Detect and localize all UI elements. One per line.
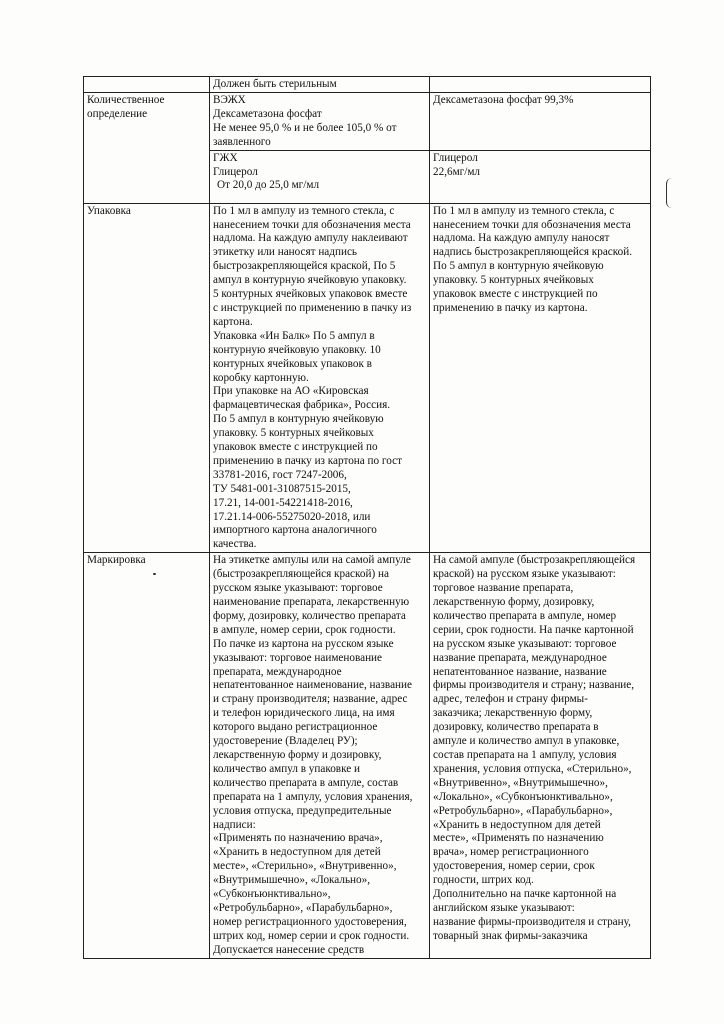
label-cell [84, 77, 210, 93]
spec-cell [210, 77, 430, 93]
hplc-spec-line: Не менее 95,0 % и не более 105,0 % от [213, 121, 397, 134]
packaging-result-line: По 5 ампул в контурную ячейковую [433, 260, 604, 273]
gc-spec-line: Глицерол [213, 165, 258, 178]
packaging-spec-line: этикетку или наносят надпись [213, 246, 358, 259]
marking-result-line: месте», «Применять по назначению [433, 832, 604, 845]
marking-spec-line: «Ретробульбарно», «Парабульбарно», [213, 901, 393, 914]
packaging-spec-line: упаковок вместе с инструкцией по [213, 441, 378, 454]
marking-result-line: название фирмы-производителя и страну, [433, 915, 631, 928]
margin-pen-mark [666, 178, 673, 208]
marking-spec-line: «Хранить в недоступном для детей [213, 846, 381, 859]
packaging-spec-line: контурных ячейковых упаковок в [213, 357, 372, 370]
packaging-result-line: упаковку. 5 контурных ячейковых [433, 274, 594, 287]
marking-spec-line: Допускается нанесение средств [213, 943, 365, 956]
packaging-result-cell [430, 203, 651, 553]
specification-table [83, 76, 651, 959]
marking-result-line: лекарственную форму, дозировку, [433, 596, 595, 608]
packaging-spec-line: с инструкцией по применению в пачку из [213, 301, 412, 314]
marking-result-line: дозировку, количество препарата в [433, 721, 599, 734]
marking-spec-line: в ампуле, номер серии, срок годности. [213, 623, 396, 636]
gc-result-line: Глицерол [433, 151, 478, 164]
table-row-packaging [84, 203, 651, 553]
packaging-result-line: По 1 мл в ампулу из темного стекла, с [433, 204, 615, 217]
gc-spec-line: От 20,0 до 25,0 мг/мл [217, 179, 320, 192]
gc-result-cell [430, 150, 651, 203]
marking-result-line: годности, штрих код. [433, 874, 534, 887]
packaging-spec-line: картона. [213, 315, 253, 328]
marking-result-line: удостоверения, номер серии, срок [433, 860, 595, 873]
packaging-spec-line: коробку картонную. [213, 371, 309, 384]
marking-result-line: английском языке указывают: [433, 901, 575, 914]
sterility-text: Должен быть стерильным [213, 78, 337, 90]
marking-label: Маркировка [87, 554, 146, 567]
marking-result-line: заказчика; лекарственную форму, [433, 707, 593, 720]
marking-spec-line: удостоверение (Владелец РУ); [213, 735, 358, 748]
packaging-spec-line: применению в пачку из картона по гост [213, 454, 402, 467]
packaging-result-line: надлома. На каждую ампулу наносят [433, 232, 610, 245]
marking-result-line: краской) на русском языке указывают: [433, 568, 616, 581]
packaging-spec-line: импортного картона аналогичного [213, 524, 377, 537]
hplc-method: ВЭЖХ [213, 94, 246, 106]
hplc-spec-cell [210, 93, 430, 151]
packaging-spec-text [213, 205, 426, 553]
hplc-spec-line: заявленного [213, 135, 271, 148]
marking-spec-line: препарата на 1 ампулу, условия хранения, [213, 790, 413, 803]
packaging-spec-line: контурную ячейковую упаковку. 10 [213, 343, 381, 356]
packaging-spec-line: упаковку. 5 контурных ячейковых [213, 427, 374, 440]
marking-spec-line: и телефон юридического лица, на имя [213, 707, 395, 720]
result-cell [430, 77, 651, 93]
marking-spec-line: указывают: торговое наименование [213, 651, 383, 664]
packaging-spec-line: По 5 ампул в контурную ячейковую [213, 413, 384, 426]
packaging-spec-line: быстрозакрепляющейся краской, По 5 [213, 260, 396, 273]
marking-result-line: «Хранить в недоступном для детей [433, 818, 601, 831]
gc-method: ГЖХ [213, 151, 238, 164]
marking-result-line: хранения, условия отпуска, «Стерильно», [433, 762, 632, 775]
hplc-result-cell [430, 93, 651, 151]
marking-result-line: название препарата, международное [433, 651, 607, 664]
marking-spec-line: «Внутримышечно», «Локально», [213, 874, 371, 887]
marking-result-line: «Ретробульбарно», «Парабульбарно», [433, 804, 613, 817]
marking-spec-line: штрих код, номер серии и срок годности. [213, 929, 410, 942]
marking-result-line: количество препарата в ампуле, номер [433, 609, 617, 622]
marking-result-line: ампуле и количество ампул в упаковке, [433, 735, 620, 748]
marking-spec-line: наименование препарата, лекарственную [213, 596, 410, 608]
packaging-result-line: упаковок вместе с инструкцией по [433, 288, 598, 301]
packaging-spec-cell [210, 203, 430, 553]
packaging-spec-line: нанесением точки для обозначения места [213, 218, 411, 231]
packaging-result-text [433, 205, 647, 316]
marking-result-line: «Внутривенно», «Внутримышечно», [433, 776, 608, 789]
marking-result-line: Дополнительно на пачке картонной на [433, 888, 617, 901]
packaging-result-line: нанесением точки для обозначения места [433, 218, 631, 231]
marking-spec-line: лекарственную форму и дозировку, [213, 748, 382, 761]
marking-result-line: На самой ампуле (быстрозакрепляющейся [433, 554, 636, 567]
packaging-spec-line: фармацевтическая фабрика», Россия. [213, 399, 391, 412]
gc-result-line: 22,6мг/мл [433, 165, 481, 178]
marking-spec-line: форму, дозировку, количество препарата [213, 609, 406, 622]
assay-label-cell [84, 93, 210, 204]
marking-result-line: врача», номер регистрационного [433, 846, 589, 859]
packaging-spec-line: 17.21, 14-001-54221418-2016, [213, 496, 353, 509]
packaging-label-cell [84, 203, 210, 553]
packaging-spec-line: надлома. На каждую ампулу наклеивают [213, 232, 408, 245]
marking-spec-line: количество ампул в упаковке и [213, 762, 360, 775]
marking-result-line: серии, срок годности. На пачке картонной [433, 623, 634, 636]
packaging-result-line: надпись быстрозакрепляющейся краской. [433, 246, 633, 259]
packaging-spec-line: 5 контурных ячейковых упаковок вместе [213, 288, 408, 301]
marking-result-line: «Локально», «Субконъюнктивально», [433, 790, 613, 803]
table-row-marking [84, 553, 651, 958]
assay-label-line: Количественное [87, 94, 165, 106]
marking-spec-line: условия отпуска, предупредительные [213, 804, 392, 817]
table-row-assay-hplc [84, 93, 651, 151]
marking-result-line: состав препарата на 1 ампулу, условия [433, 748, 617, 761]
marking-spec-line: «Субконъюнктивально», [213, 888, 331, 901]
marking-label-cell [84, 553, 210, 958]
packaging-spec-line: Упаковка «Ин Балк» По 5 ампул в [213, 329, 375, 342]
marking-spec-line: номер регистрационного удостоверения, [213, 915, 407, 928]
marking-spec-line: количество препарата в ампуле, состав [213, 776, 399, 789]
marking-spec-line: На этикетке ампулы или на самой ампуле [213, 554, 411, 567]
marking-result-line: адрес, телефон и страну фирмы- [433, 693, 588, 706]
packaging-spec-line: 33781-2016, гост 7247-2006, [213, 468, 347, 481]
marking-result-line: торговое название препарата, [433, 582, 574, 595]
marking-result-line: непатентованное название, название [433, 665, 607, 678]
packaging-spec-line: 17.21.14-006-55275020-2018, или [213, 510, 371, 523]
packaging-label: Упаковка [87, 204, 131, 217]
packaging-spec-line: качества. [213, 538, 257, 551]
gc-spec-cell [210, 150, 430, 203]
marking-spec-line: «Применять по назначению врача», [213, 832, 383, 845]
packaging-result-line: применению в пачку из картона. [433, 301, 588, 314]
marking-spec-line: надписи: [213, 818, 256, 831]
assay-label-line: определение [87, 107, 148, 120]
marking-result-line: фирмы производителя и страну; название, [433, 679, 635, 692]
marking-spec-text [213, 554, 426, 957]
marking-spec-line: и страну производителя; название, адрес [213, 693, 408, 706]
packaging-spec-line: При упаковке на АО «Кировская [213, 385, 369, 398]
marking-spec-line: (быстрозакрепляющейся краской) на [213, 568, 389, 581]
stray-dot [153, 573, 156, 575]
marking-spec-line: русском языке указывают: торговое [213, 582, 383, 595]
marking-spec-line: месте», «Стерильно», «Внутривенно», [213, 860, 397, 873]
marking-result-line: на русском языке указывают: торговое [433, 637, 617, 650]
packaging-spec-line: ампул в контурную ячейковую упаковку. [213, 274, 407, 287]
packaging-spec-line: По 1 мл в ампулу из темного стекла, с [213, 204, 395, 217]
table-row-sterility [84, 77, 651, 93]
marking-result-line: товарный знак фирмы-заказчика [433, 929, 588, 942]
marking-result-cell [430, 553, 651, 958]
marking-spec-line: препарата, международное [213, 665, 342, 678]
marking-result-text [433, 554, 647, 943]
hplc-spec-line: Дексаметазона фосфат [213, 107, 322, 120]
marking-spec-line: По пачке из картона на русском языке [213, 637, 394, 650]
marking-spec-cell [210, 553, 430, 958]
packaging-spec-line: ТУ 5481-001-31087515-2015, [213, 482, 351, 495]
hplc-result: Дексаметазона фосфат 99,3% [433, 94, 574, 106]
marking-spec-line: непатентованное наименование, название [213, 679, 412, 692]
marking-spec-line: которого выдано регистрационное [213, 721, 378, 734]
